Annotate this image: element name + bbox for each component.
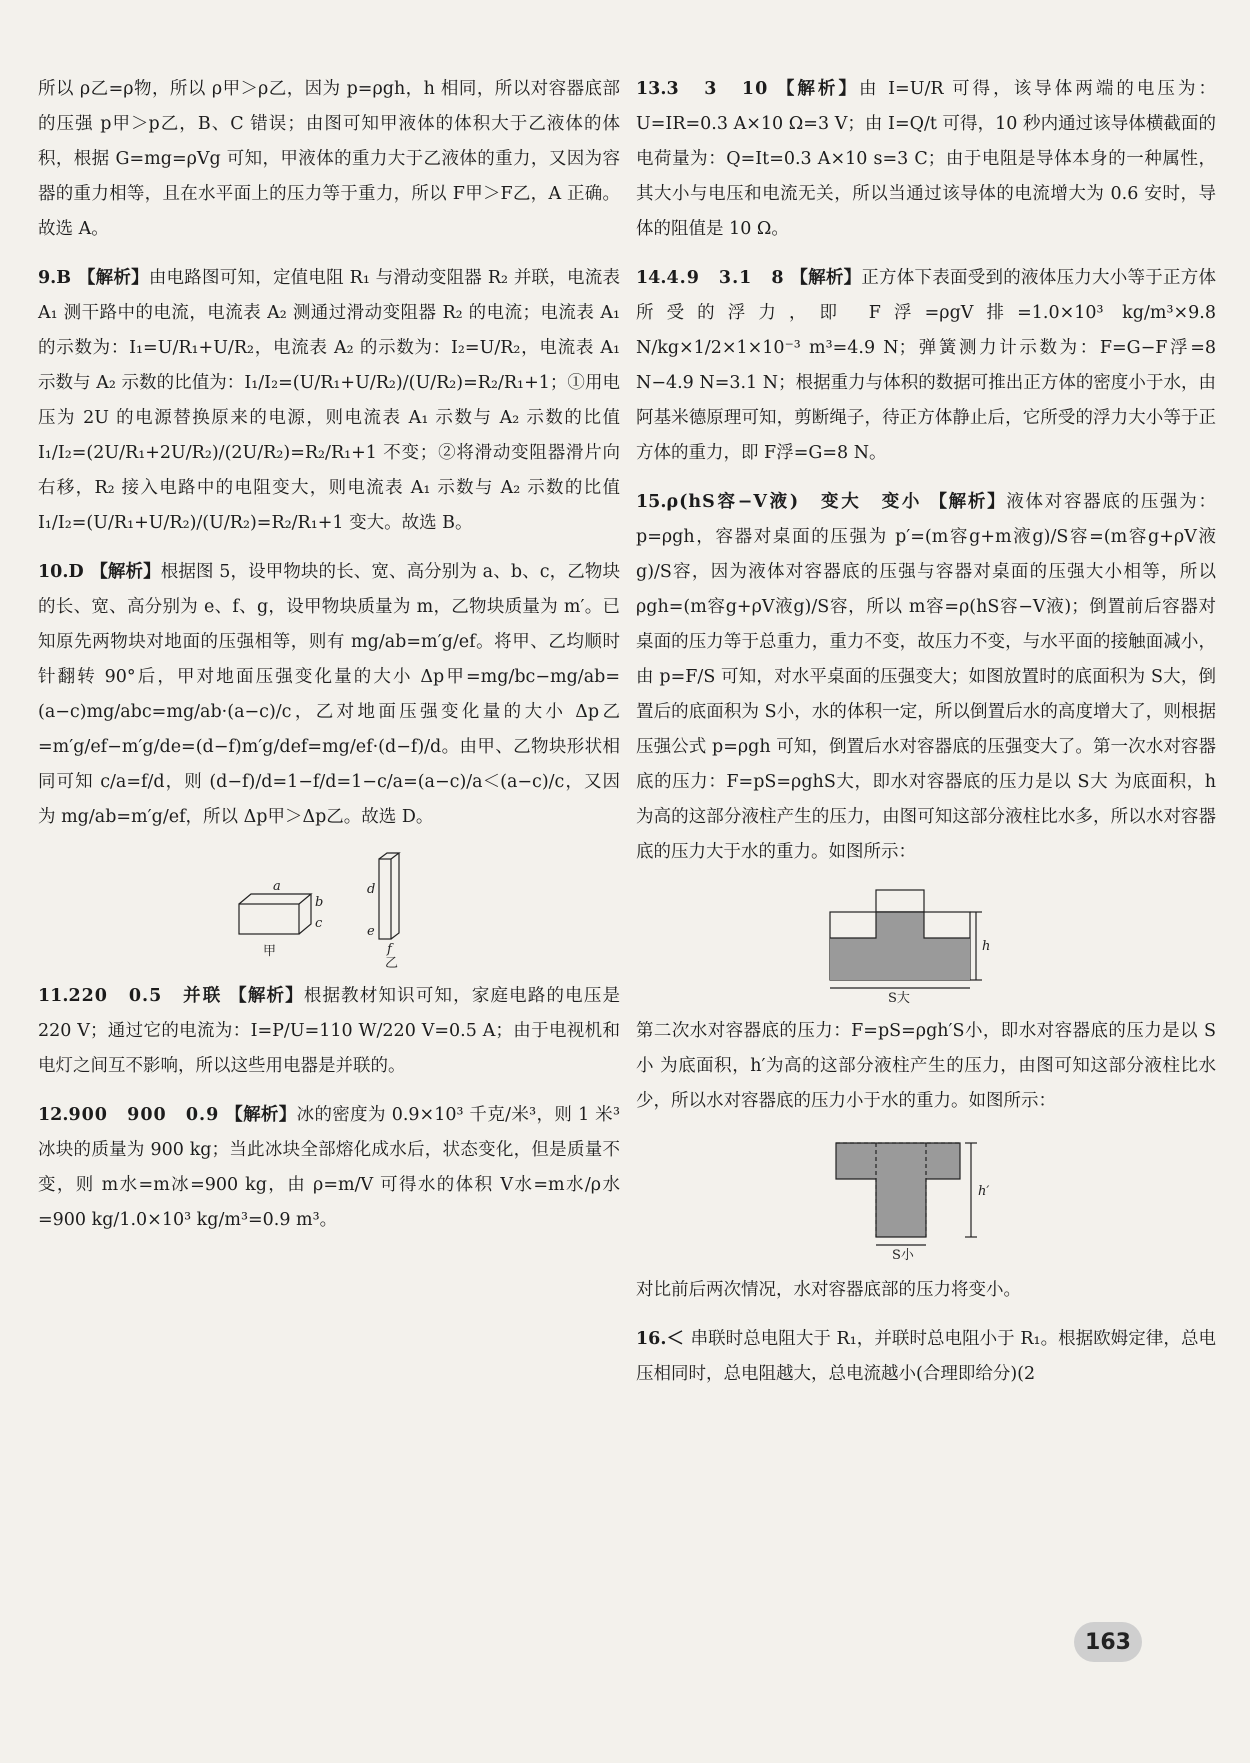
q16	[636, 1322, 1216, 1392]
block-yi-front	[379, 859, 391, 939]
label-c: c	[315, 916, 323, 931]
block-yi-top	[379, 853, 399, 859]
container-inverted-figure	[826, 1133, 1026, 1263]
q12-tag: 【解析】	[225, 1105, 297, 1125]
q9-answer: B	[56, 268, 73, 288]
q10-text: 根据图 5，设甲物块的长、宽、高分别为 a、b、c，乙物块的长、宽、高分别为 e、f、g，设甲物块质量为 m，乙物块质量为 m′。已知原先两物块对地面的压强相等，则有 mg/ab=m′g/ef。将甲、乙均顺时针翻转 90°后，甲对地面压强变化量的大小 Δp甲=mg/bc−mg/ab=(a−c)mg/abc=mg/ab·(a−c)/c，乙对地面压强变化量的大小 Δp乙=m′g/ef−m′g/de=(d−f)m′g/def=mg/ef·(d−f)/d。由甲、乙物块形状相同可知 c/a=f/d，则 (d−f)/d=1−f/d=1−c/a=(a−c)/a＜(a−c)/c，又因为 mg/ab=m′g/ef，所以 Δp甲＞Δp乙。故选 D。	[38, 562, 620, 827]
q13-tag: 【解析】	[776, 79, 859, 99]
label-d: d	[367, 882, 376, 897]
q12-text: 冰的密度为 0.9×10³ 千克/米³，则 1 米³ 冰块的质量为 900 kg；当此冰块全部熔化成水后，状态变化，但是质量不变，则 m水=m冰=900 kg，由 ρ=m/V 可得水的体积 V水=m水/ρ水=900 kg/1.0×10³ kg/m³=0.9 m³。	[38, 1105, 620, 1230]
right-column	[636, 72, 1216, 1406]
q12	[38, 1098, 620, 1238]
q14-number: 14.	[636, 268, 667, 288]
label-yi: 乙	[385, 956, 399, 969]
q10-tag: 【解析】	[90, 562, 161, 582]
q13-answer: 3 3 10	[666, 79, 769, 99]
label-jia: 甲	[263, 944, 277, 959]
q14-answer: 4.9 3.1 8	[666, 268, 785, 288]
label-b: b	[315, 895, 324, 910]
q13-number: 13.	[636, 79, 667, 99]
q9	[38, 261, 620, 541]
q13	[636, 72, 1216, 247]
water-fill	[830, 912, 970, 980]
container-upright-figure	[826, 884, 1026, 1004]
page-number: 163	[1074, 1622, 1142, 1662]
label-e: e	[367, 924, 375, 939]
label-h: h	[982, 939, 991, 954]
q14-tag: 【解析】	[790, 268, 862, 288]
q11-number: 11.	[38, 986, 69, 1006]
block-jia-front	[239, 904, 299, 934]
q16-number: 16.	[636, 1329, 667, 1349]
q15-number: 15.	[636, 492, 667, 512]
q12-number: 12.	[38, 1105, 69, 1125]
neck-outline	[876, 890, 924, 912]
q10-answer: D	[68, 562, 85, 582]
q9-tag: 【解析】	[77, 268, 149, 288]
label-s-big: S大	[888, 991, 910, 1004]
block-jia-side	[299, 894, 311, 934]
q9-text: 由电路图可知，定值电阻 R₁ 与滑动变阻器 R₂ 并联，电流表 A₁ 测干路中的电流，电流表 A₂ 测通过滑动变阻器 R₂ 的电流；电流表 A₁ 的示数为：I₁=U/R₁+U/R₂，电流表 A₂ 的示数为：I₂=U/R₂，电流表 A₁ 示数与 A₂ 示数的比值为：I₁/I₂=(U/R₁+U/R₂)/(U/R₂)=R₂/R₁+1；①用电压为 2U 的电源替换原来的电源，则电流表 A₁ 示数与 A₂ 示数的比值 I₁/I₂=(2U/R₁+2U/R₂)/(2U/R₂)=R₂/R₁+1 不变；②将滑动变阻器滑片向右移，R₂ 接入电路中的电阻变大，则电流表 A₁ 示数与 A₂ 示数的比值 I₁/I₂=(U/R₁+U/R₂)/(U/R₂)=R₂/R₁+1 变大。故选 B。	[38, 268, 620, 533]
block-yi-side	[391, 853, 399, 939]
q15-answer: ρ(hS容−V液) 变大 变小	[666, 492, 923, 512]
q15-mid: 第二次水对容器底的压力：F=pS=ρgh′S小，即水对容器底的压力是以 S小 为底面积，h′为高的这部分液柱产生的压力，由图可知这部分液柱比水少，所以水对容器底的压力小于水的重力。如图所示：	[636, 1021, 1216, 1111]
label-f: f	[387, 942, 392, 957]
block-jia-top	[239, 894, 311, 904]
label-s-small: S小	[892, 1248, 914, 1263]
q8-tail: 所以 ρ乙=ρ物，所以 ρ甲＞ρ乙，因为 p=ρgh，h 相同，所以对容器底部的压强 p甲＞p乙，B、C 错误；由图可知甲液体的体积大于乙液体的体积，根据 G=mg=ρVg 可知，甲液体的重力大于乙液体的重力，又因为容器的重力相等，且在水平面上的压力等于重力，所以 F甲＞F乙，A 正确。故选 A。	[38, 79, 620, 239]
q11-tag: 【解析】	[229, 986, 304, 1006]
q14	[636, 261, 1216, 471]
q15	[636, 485, 1216, 870]
label-h-prime: h′	[978, 1184, 990, 1199]
q12-answer: 900 900 0.9	[68, 1105, 220, 1125]
q15-tag: 【解析】	[929, 492, 1007, 512]
q11-text: 根据教材知识可知，家庭电路的电压是 220 V；通过它的电流为：I=P/U=110 W/220 V=0.5 A；由于电视机和电灯之间互不影响，所以这些用电器是并联的。	[38, 986, 620, 1076]
label-a: a	[273, 879, 281, 894]
water-fill	[836, 1143, 960, 1237]
q15-end: 对比前后两次情况，水对容器底部的压力将变小。	[636, 1280, 1021, 1300]
q9-number: 9.	[38, 268, 57, 288]
q13-text: 由 I=U/R 可得，该导体两端的电压为：U=IR=0.3 A×10 Ω=3 V；由 I=Q/t 可得，10 秒内通过该导体横截面的电荷量为：Q=It=0.3 A×10 s=3 C；由于电阻是导体本身的一种属性，其大小与电压和电流无关，所以当通过该导体的电流增大为 0.6 安时，导体的阻值是 10 Ω。	[636, 79, 1216, 239]
q11-answer: 220 0.5 并联	[68, 986, 223, 1006]
q11	[38, 979, 620, 1084]
q16-text: 串联时总电阻大于 R₁，并联时总电阻小于 R₁。根据欧姆定律，总电压相同时，总电阻越大，总电流越小(合理即给分)(2	[636, 1329, 1216, 1384]
left-column	[38, 72, 620, 1252]
q14-text: 正方体下表面受到的液体压力大小等于正方体所受的浮力，即 F浮=ρgV排=1.0×10³ kg/m³×9.8 N/kg×1/2×1×10⁻³ m³=4.9 N；弹簧测力计示数为：F=G−F浮=8 N−4.9 N=3.1 N；根据重力与体积的数据可推出正方体的密度小于水，由阿基米德原理可知，剪断绳子，待正方体静止后，它所受的浮力大小等于正方体的重力，即 F浮=G=8 N。	[636, 268, 1216, 463]
q10-number: 10.	[38, 562, 69, 582]
q10	[38, 555, 620, 835]
q16-answer: ＜	[666, 1329, 685, 1349]
q15-text: 液体对容器底的压强为：p=ρgh，容器对桌面的压强为 p′=(m容g+m液g)/S容=(m容g+ρV液g)/S容，因为液体对容器底的压强与容器对桌面的压强大小相等，所以 ρgh=(m容g+ρV液g)/S容，所以 m容=ρ(hS容−V液)；倒置前后容器对桌面的压力等于总重力，重力不变，故压力不变，与水平面的接触面减小，由 p=F/S 可知，对水平桌面的压强变大；如图放置时的底面积为 S大，倒置后的底面积为 S小，水的体积一定，所以倒置后水的高度增大了，则根据压强公式 p=ρgh 可知，倒置后水对容器底的压强变大了。第一次水对容器底的压力：F=pS=ρghS大，即水对容器底的压力是以 S大 为底面积，h 为高的这部分液柱产生的压力，由图可知这部分液柱比水多，所以水对容器底的压力大于水的重力。如图所示：	[636, 492, 1216, 862]
blocks-figure	[229, 849, 429, 969]
